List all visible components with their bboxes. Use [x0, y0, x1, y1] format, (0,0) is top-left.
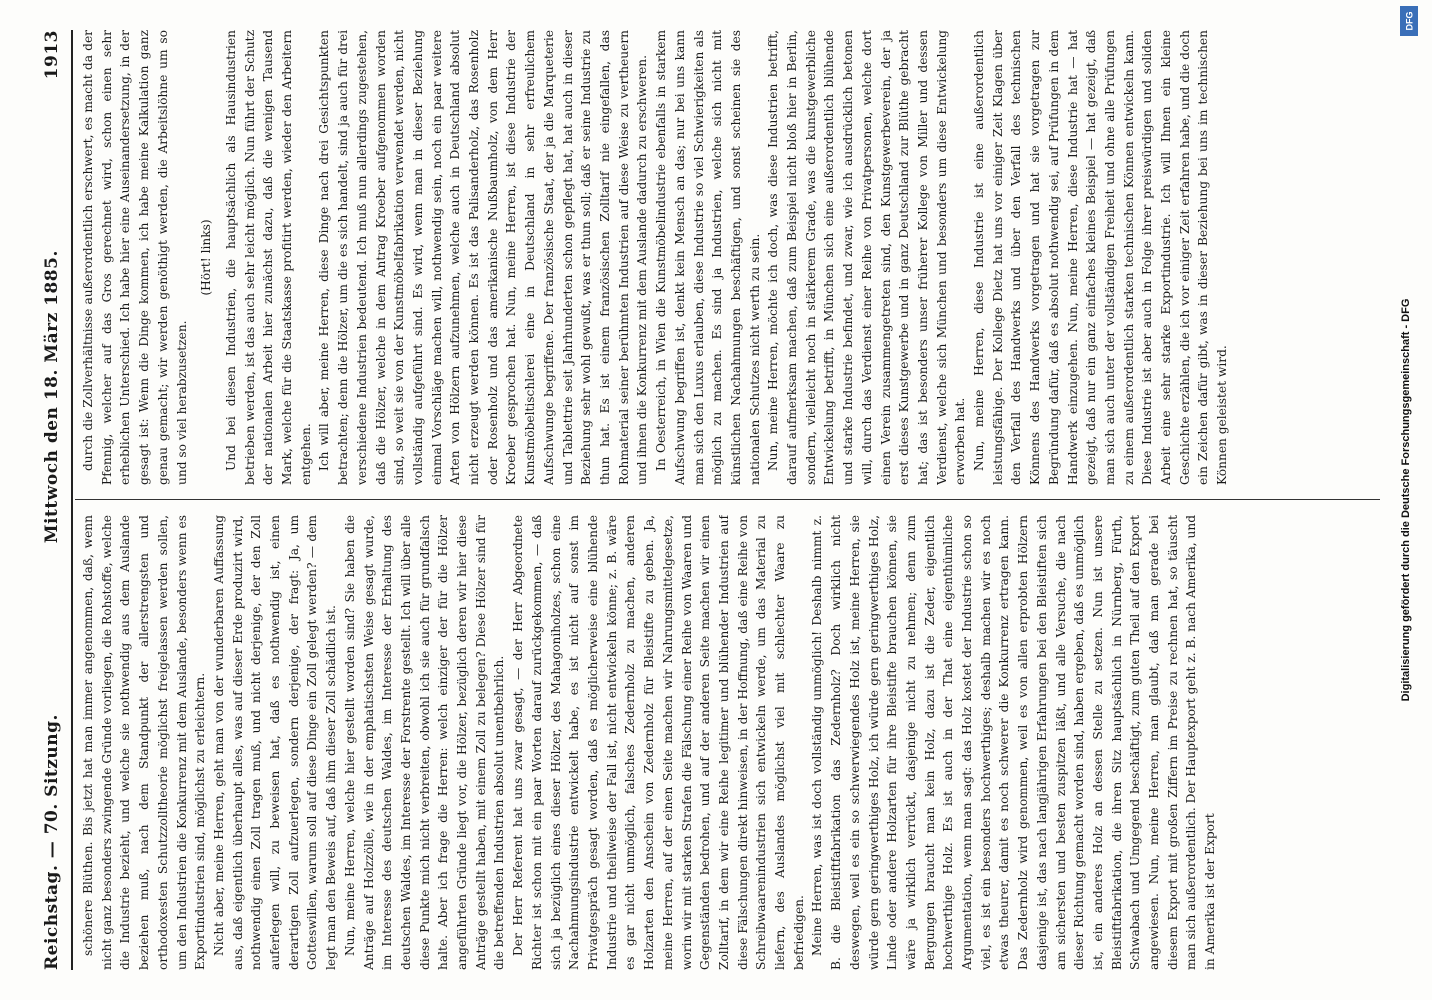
header-rule: [71, 30, 73, 970]
digitization-note-text: Digitalisierung gefördert durch die Deutsche Forschungsgemeinschaft - DFG: [1400, 298, 1412, 702]
paragraph: Nun, meine Herren, möchte ich doch, was diese Industrien betrifft, darauf aufmerksam machen, daß zum Beispiel nicht bloß hier in Berlin, sondern, vielleicht noch in stärkerem Grade, was die kunstgewerbliche Entwickelung betrifft, in München sich eine außerordentlich blühende und starke Industrie befindet, und zwar, wie ich ausdrücklich betonen will, durch das Verdienst einer Reihe von Privatpersonen, welche dort einen Verein zusammengetreten sind, den Kunstgewerbeverein, der ja erst dieses Kunstgewerbe und in ganz Deutschland zur Blüthe gebracht hat; das ist besonders unser früherer Kollege von Miller und dessen Verdienst, welche sich München und besonders um diese Entwickelung erworben hat.: [766, 30, 968, 485]
paragraph: Nicht aber, meine Herren, geht man von der wunderbaren Auffassung aus, daß eigentlich überhaupt alles, was auf dieser Erde produzirt wird, nothwendig einen Zoll tragen muß, und nicht derjenige, der den Zoll auferlegen will, zu beweisen hat, daß es nothwendig ist, einen derartigen Zoll aufzuerlegen, sondern derjenige, der fragt: Ja, um Gotteswillen, warum soll auf diese Dinge ein Zoll gelegt werden? — dem legt man den Beweis auf, daß ihm dieser Zoll schädlich ist.: [211, 515, 339, 970]
header-center: Mittwoch den 18. März 1885.: [42, 250, 62, 544]
column-right: [79, 30, 1379, 485]
paragraph: Meine Herren, was ist doch vollständig unmöglich! Deshalb nimmt z. B. die Bleistiftfabrikation das Zedernholz? Doch wirklich nicht deswegen, weil es ein so schwerwiegendes Holz ist, meine Herren, sie würde gern geringwerthiges Holz, ich würde gern geringwerthiges Holz, Linde oder andere Holzarten für ihre Bleistifte brauchen können, sie wäre ja wirklich verrückt, dasjenige nicht zu nehmen; denn zum Bergungen braucht man kein Holz, dazu ist die Zeder, eigentlich hochwerthige Holz. Es ist auch in der That eine eigenthümliche Argumentation, wenn man sagt: das Holz kostet der Industrie schon so viel, es ist ein besonders hochwerthiges; deshalb machen wir es noch etwas theurer, damit es noch schwerer die Konkurrenz ertragen kann. Das Zedernholz wird genommen, weil es von allen erprobten Hölzern dasjenige ist, das nach langjährigen Erfahrungen bei den Bleistiften sich am sichersten und besten zuspitzen läßt, und alle Versuche, die nach dieser Richtung gemacht worden sind, haben ergeben, daß es unmöglich ist, ein anderes Holz an dessen Stelle zu setzen. Nun ist unsere Bleistiftfabrikation, die ihren Sitz hauptsächlich in Nürnberg, Fürth, Schwabach und Umgegend beschäftigt, zum guten Theil auf den Export angewiesen. Nun, meine Herren, man glaubt, daß man gerade bei diesem Export mit großen Ziffern im Preise zu rechnen hat, so täuscht man sich außerordentlich. Der Hauptexport geht z. B. nach Amerika, und in Amerika ist der Export: [810, 515, 1218, 970]
paragraph: Ich will aber, meine Herren, diese Dinge nach drei Gesichtspunkten betrachten; denn die Hölzer, um die es sich handelt, sind ja auch für drei verschiedene Industrien bedeutend. Ich muß nun allerdings zugestehen, daß die Hölzer, welche in dem Antrag Kroeber aufgenommen worden sind, so weit sie von der Kunstmöbelfabrikation verwendet werden, nicht vollständig aufgeführt sind. Es wird, wenn man in dieser Beziehung einmal Vorschläge machen will, nothwendig sein, noch ein paar weitere Arten von Hölzern aufzunehmen, welche auch in Deutschland absolut nicht erzeugt werden können. Es ist das Palisanderholz, das Rosenholz oder Rosenholz und das amerikanische Nußbaumholz, von dem Herr Kroeber gesprochen hat. Nun, meine Herren, ist diese Industrie der Kunstmöbeltischlerei eine in Deutschland in sehr erfreulichem Aufschwunge begriffene. Der französische Staat, der ja die Marqueterie und Tablettrie seit Jahrhunderten schon gepflegt hat, hat auch in dieser Beziehung sehr wohl gewußt, was er thun soll; daß er seine Industrie zu thun hat. Es ist einem französischen Zolltarif nie eingefallen, das Rohmaterial seiner berühmten Industrien auf diese Weise zu vertheuern und ihnen die Konkurrenz mit dem Auslande dadurch zu erschweren.: [317, 30, 650, 485]
page-header: [35, 30, 69, 970]
paragraph: In Oesterreich, in Wien die Kunstmöbelindustrie ebenfalls in starkem Aufschwung begriffen ist, denkt kein Mensch an das; nur bei uns kann man sich den Luxus erlauben, diese Industrie so viel Schwierigkeiten als möglich zu machen. Es sind ja Industrien, welche sich nicht mit künstlichen Nachahmungen beschäftigen, und sonst scheinen sie des nationalen Schutzes nicht werth zu sein.: [654, 30, 762, 485]
paragraph: Und bei diesen Industrien, die hauptsächlich als Hausindustrien betrieben werden, ist das auch sehr leicht möglich. Nun führt der Schutz der nationalen Arbeit hier zunächst dazu, daß die wenigen Tausend Mark, welche für die Staatskasse profitirt werden, wieder den Arbeitern entgehen.: [223, 30, 313, 485]
page-number: 1913: [42, 30, 62, 80]
dfg-logo-text: DFG: [1404, 11, 1414, 31]
paragraph: Nun, meine Herren, diese Industrie ist eine außerordentlich leistungsfähige. Der Kollege Dietz hat uns vor einiger Zeit Klagen über den Verfall des Handwerks und über den Verfall des technischen Könnens des Handwerks vorgetragen und hat sie vorgetragen zur Begründung dafür, daß es absolut nothwendig sei, auf Prüfungen in dem Handwerk einzugehen. Nun, meine Herren, diese Industrie hat — hat gezeigt, daß nur ein ganz einfaches kleines Beispiel — hat gezeigt, daß man sich auch unter der vollständigen Freiheit und ohne alle Prüfungen zu einem außerordentlich starken technischen Können entwickeln kann. Diese Industrie ist aber auch in Folge ihrer preiswürdigen und soliden Arbeit eine sehr starke Exportindustrie. Ich will Ihnen ein kleine Geschichte erzählen, die ich vor einiger Zeit erfahren habe, und die doch ein Zeichen dafür gibt, was in dieser Beziehung bei uns im technischen Können geleistet wird.: [972, 30, 1230, 485]
column-left: [79, 515, 1379, 970]
column-divider: [75, 499, 1380, 500]
interjection: (Hört! links): [199, 219, 214, 296]
header-left: Reichstag. — 70. Sitzung.: [42, 714, 62, 970]
paragraph: durch die Zollverhältnisse außerordentlich erschwert, es macht da der Pfennig, welcher auf das Gros gerechnet wird, schon einen sehr erheblichen Unterschied. Ich habe hier eine Auseinandersetzung, in der gesagt ist: Wenn die Dinge kommen, ich habe meine Kalkulation ganz genau gemacht; wir werden genöthigt werden, die Arbeitslöhne um so und so viel herabzusetzen.: [81, 30, 189, 485]
rotated-page-content: [35, 0, 1395, 1000]
paragraph: schönere Blüthen. Bis jetzt hat man immer angenommen, daß, wenn nicht ganz besonders zwingende Gründe vorliegen, die Rohstoffe, welche die Industrie bezieht, und welche sie nothwendig aus dem Auslande beziehen muß, nach dem Standpunkt der allerstrengsten und orthodoxesten Schutzzolltheorie möglichst freigelassen werden sollen, um den Industrien die Konkurrenz mit dem Auslande, besonders wenn es Exportindustrien sind, möglichst zu erleichtern.: [81, 515, 208, 970]
paragraph: Der Herr Referent hat uns zwar gesagt, — der Herr Abgeordnete Richter ist schon mit ein paar Worten darauf zurückgekommen, — daß sich ja bezüglich eines dieser Hölzer, des Mahagoniholzes, schon eine Nachahmungsindustrie entwickelt habe, es ist nicht auf sonst im Privatgespräch gesagt worden, daß es möglicherweise eine blühende Industrie und theilweise der Fall ist, nicht entwickeln könne; z. B. wäre es gar nicht unmöglich, falsches Zedernholz zu machen, anderen Holzarten den Anschein von Zedernholz für Bleistifte zu geben. Ja, meine Herren, auf der einen Seite machen wir Nahrungsmittelgesetze, worin wir mit starken Strafen die Fälschung einer Reihe von Waaren und Gegenständen bedrohen, und auf der anderen Seite machen wir einen Zolltarif, in dem wir eine Reihe legitimer und blühender Industrien auf diese Fälschungen direkt hinweisen, in der Hoffnung, daß eine Reihe von Schreibwaarenindustrien sich entwickeln werde, um das Material zu liefern, des Auslandes möglichst viel mit schlechter Waare zu befriedigen.: [511, 515, 806, 970]
dfg-logo: [1400, 6, 1418, 36]
paragraph: Nun, meine Herren, welche hier gestellt worden sind? Sie haben die Anträge auf Holzzölle, wie in der emphatischsten Weise gesagt wurde, im Interesse des deutschen Waldes, im Interesse der Erhaltung des deutschen Waldes, im Interesse der Forstrente gestellt. Ich will über alle diese Punkte mich nicht verbreiten, obwohl ich sie auch für grundfalsch halte. Aber ich frage die Herren: welch einziger der für die Hölzer angeführten Gründe liegt vor, die Hölzer, bezüglich deren wir hier diese Anträge gestellt haben, mit einem Zoll zu belegen? Diese Hölzer sind für die betreffenden Industrien absolut unentbehrlich.: [342, 515, 507, 970]
